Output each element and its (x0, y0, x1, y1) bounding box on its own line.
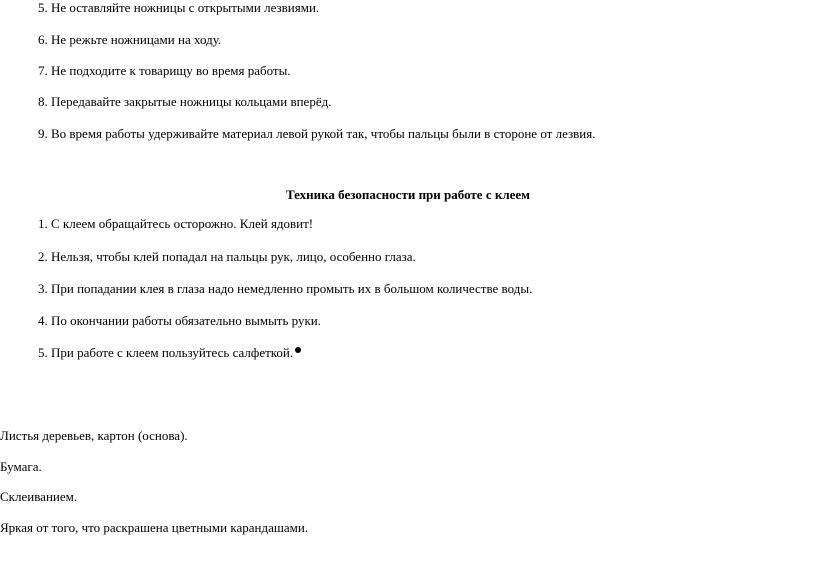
glue-rule-3: 3. При попадании клея в глаза надо немедленно промыть их в большом количестве воды. (38, 281, 533, 296)
answer-line-3: Склеиванием. (0, 489, 78, 504)
bullet-dot-icon (295, 347, 301, 353)
answer-line-1: Листья деревьев, картон (основа). (0, 428, 188, 443)
glue-rule-2: 2. Нельзя, чтобы клей попадал на пальцы рук, лицо, особенно глаза. (38, 249, 416, 264)
glue-rule-5: 5. При работе с клеем пользуйтесь салфеткой. (38, 345, 294, 360)
scissors-rule-7: 7. Не подходите к товарищу во время работы. (38, 63, 291, 78)
answer-line-2: Бумага. (0, 459, 42, 474)
scissors-rule-5: 5. Не оставляйте ножницы с открытыми лезвиями. (38, 0, 320, 15)
glue-rule-1: 1. С клеем обращайтесь осторожно. Клей ядовит! (38, 216, 314, 231)
glue-rule-4: 4. По окончании работы обязательно вымыть руки. (38, 313, 322, 328)
answer-line-4: Яркая от того, что раскрашена цветными карандашами. (0, 520, 309, 535)
scissors-rule-9: 9. Во время работы удерживайте материал левой рукой так, чтобы пальцы были в стороне от лезвия. (38, 126, 596, 141)
glue-rule-5-row (38, 345, 301, 361)
scissors-rule-6: 6. Не режьте ножницами на ходу. (38, 32, 222, 47)
scissors-rule-8: 8. Передавайте закрытые ножницы кольцами вперёд. (38, 94, 332, 109)
glue-safety-heading: Техника безопасности при работе с клеем (285, 187, 531, 202)
